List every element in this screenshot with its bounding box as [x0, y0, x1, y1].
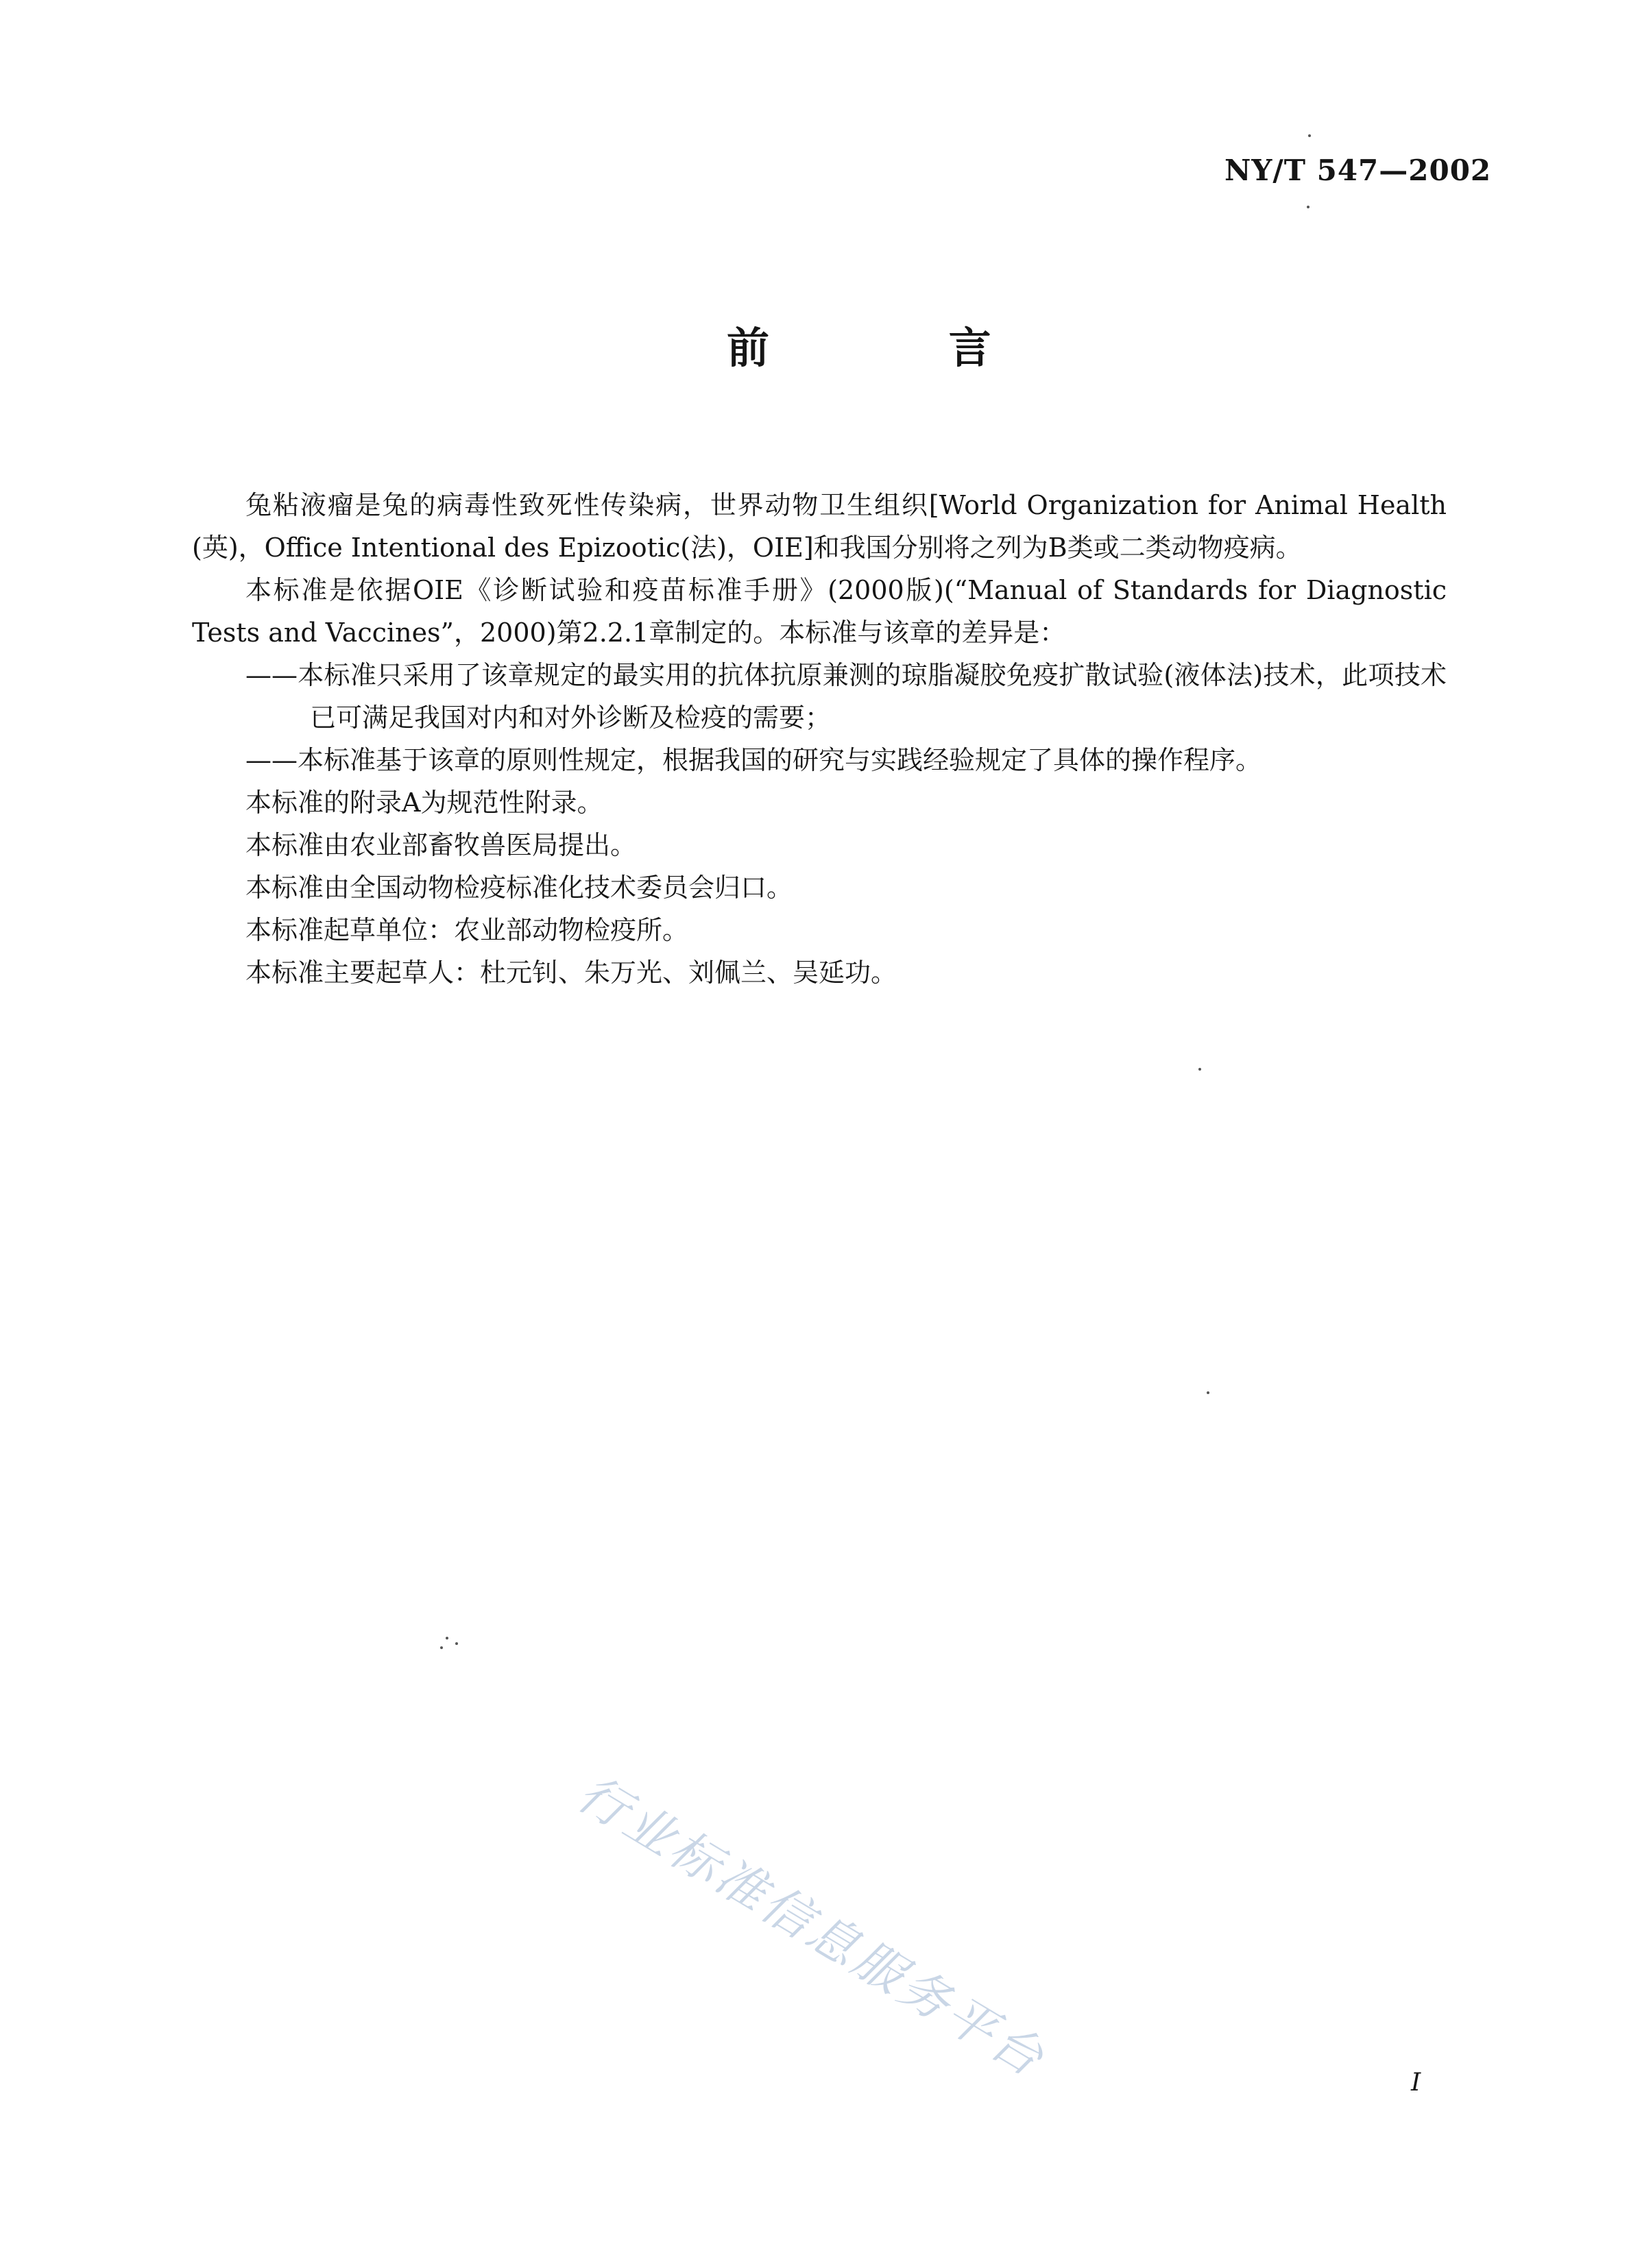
- page-title: 前 言: [727, 323, 1074, 373]
- scan-speck: [1307, 206, 1310, 208]
- paragraph-appendix: 本标准的附录A为规范性附录。: [245, 788, 603, 818]
- scan-speck: [1308, 134, 1311, 137]
- scan-speck: [1207, 1391, 1209, 1394]
- scan-speck: [440, 1646, 443, 1649]
- scan-speck: [455, 1642, 458, 1645]
- scan-speck: [1198, 1068, 1201, 1071]
- difference-item-1: ——本标准只采用了该章规定的最实用的抗体抗原兼测的琼脂凝胶免疫扩散试验(液体法)技术，此项技术已可满足我国对内和对外诊断及检疫的需要；: [245, 660, 1447, 733]
- standard-code: NY/T 547—2002: [1224, 154, 1492, 187]
- scan-speck: [446, 1637, 448, 1639]
- watermark: 行业标准信息服务平台: [568, 1764, 1057, 2089]
- page-number: I: [1411, 2069, 1421, 2097]
- paragraph-committee: 本标准由全国动物检疫标准化技术委员会归口。: [245, 873, 793, 903]
- paragraph-drafting-unit: 本标准起草单位：农业部动物检疫所。: [245, 915, 689, 945]
- paragraph-basis: 本标准是依据OIE《诊断试验和疫苗标准手册》(2000版)(“Manual of Standards for Diagnostic Tests and Vaccines”，2000)第2.2.1章制定的。本标准与该章的差异是：: [192, 575, 1447, 648]
- paragraph-proposer: 本标准由农业部畜牧兽医局提出。: [245, 830, 637, 860]
- paragraph-intro: 兔粘液瘤是兔的病毒性致死性传染病，世界动物卫生组织[World Organization for Animal Health (英)，Office Intentional des Epizootic(法)，OIE]和我国分别将之列为B类或二类动物疫病。: [192, 490, 1447, 563]
- foreword-body: [192, 484, 1447, 994]
- paragraph-drafters: 本标准主要起草人：杜元钊、朱万光、刘佩兰、吴延功。: [245, 958, 897, 988]
- difference-item-2: ——本标准基于该章的原则性规定，根据我国的研究与实践经验规定了具体的操作程序。: [245, 745, 1262, 775]
